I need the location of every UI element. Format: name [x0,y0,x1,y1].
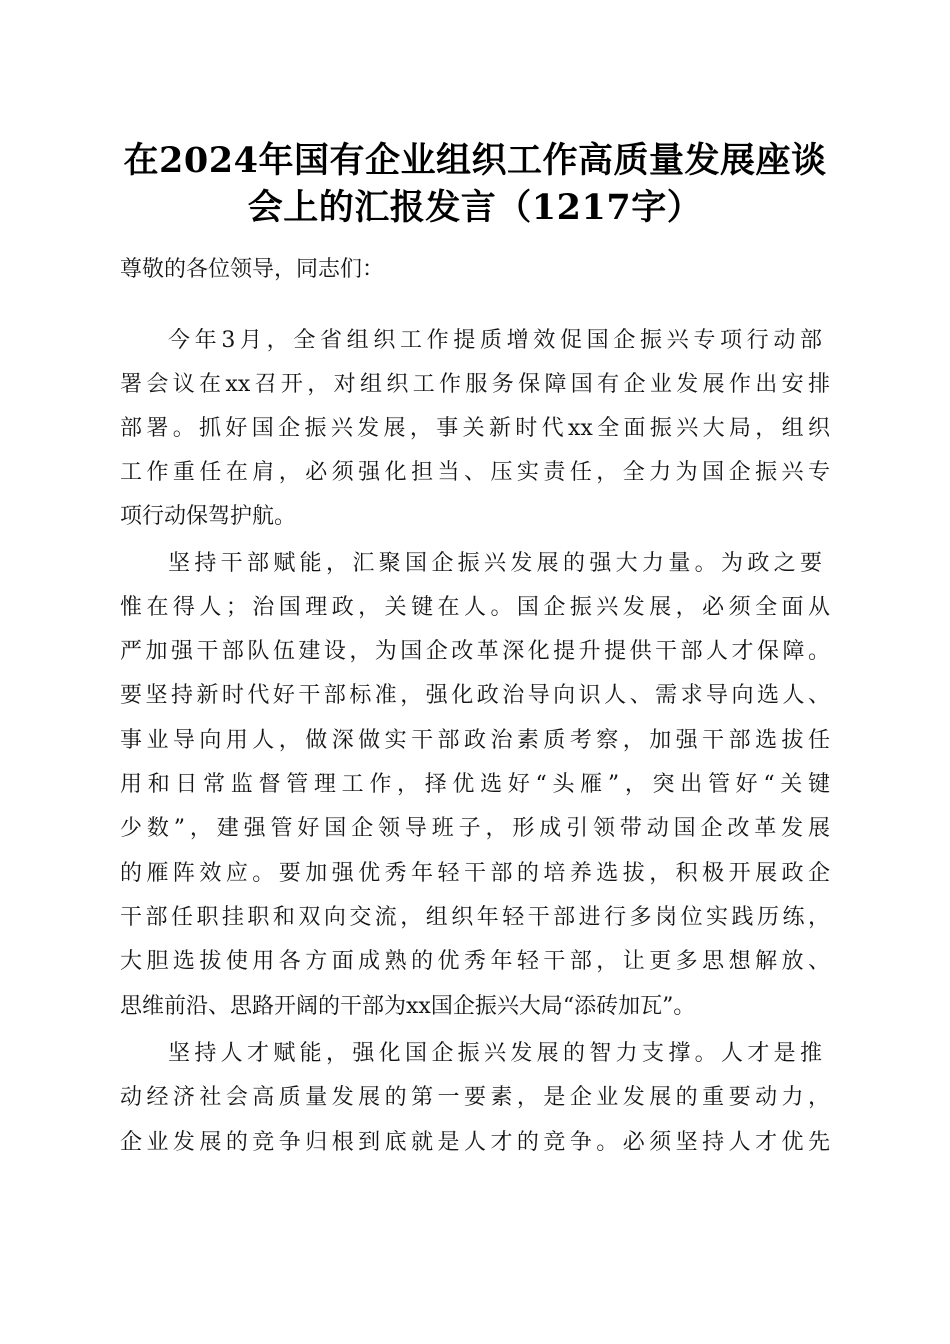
paragraph-line: 动经济社会高质量发展的第一要素，是企业发展的重要动力， [120,1085,830,1110]
paragraph-line: 坚持干部赋能，汇聚国企振兴发展的强大力量。为政之要 [168,551,822,576]
document-title-line-2: 会上的汇报发言（1217字） [247,187,703,228]
paragraph-line: 署会议在xx召开，对组织工作服务保障国有企业发展作出安排 [120,372,830,397]
paragraph-line: 少数”，建强管好国企领导班子，形成引领带动国企改革发展 [120,816,830,841]
paragraph-line: 惟在得人；治国理政，关键在人。国企振兴发展，必须全面从 [120,595,830,620]
paragraph-line: 思维前沿、思路开阔的干部为xx国企振兴大局“添砖加瓦”。 [120,994,696,1019]
document-title-line-1: 在2024年国有企业组织工作高质量发展座谈 [123,140,827,181]
paragraph-line: 部署。抓好国企振兴发展，事关新时代xx全面振兴大局，组织 [120,416,830,441]
paragraph-line: 今年3月，全省组织工作提质增效促国企振兴专项行动部 [168,328,822,353]
paragraph-line: 企业发展的竞争归根到底就是人才的竞争。必须坚持人才优先 [120,1130,830,1155]
paragraph-line: 要坚持新时代好干部标准，强化政治导向识人、需求导向选人、 [120,683,830,708]
paragraph-line: 坚持人才赋能，强化国企振兴发展的智力支撑。人才是推 [168,1041,822,1066]
paragraph-line: 大胆选拔使用各方面成熟的优秀年轻干部，让更多思想解放、 [120,949,830,974]
paragraph-line: 工作重任在肩，必须强化担当、压实责任，全力为国企振兴专 [120,460,830,485]
paragraph-line: 严加强干部队伍建设，为国企改革深化提升提供干部人才保障。 [120,639,830,664]
paragraph-line: 用和日常监督管理工作，择优选好“头雁”，突出管好“关键 [120,772,830,797]
paragraph-line: 的雁阵效应。要加强优秀年轻干部的培养选拔，积极开展政企 [120,861,830,886]
paragraph-line: 干部任职挂职和双向交流，组织年轻干部进行多岗位实践历练， [120,905,830,930]
paragraph-line: 项行动保驾护航。 [120,504,297,529]
salutation: 尊敬的各位领导，同志们： [120,257,385,282]
paragraph-line: 事业导向用人，做深做实干部政治素质考察，加强干部选拔任 [120,728,830,753]
